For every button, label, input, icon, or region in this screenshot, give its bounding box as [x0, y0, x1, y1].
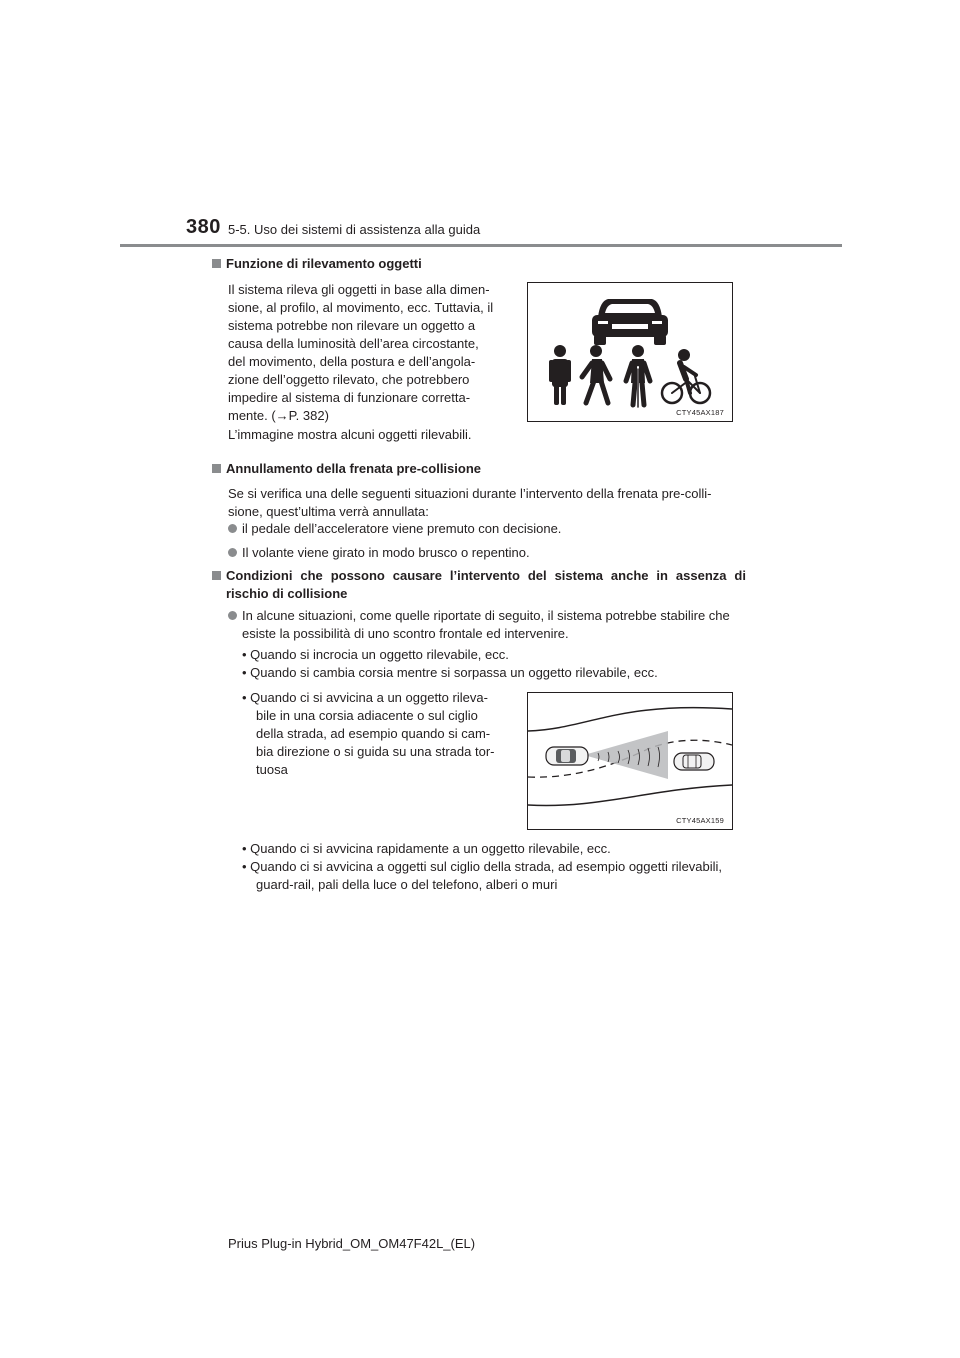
- sub-item: • Quando ci si avvicina a oggetti sul ciglio della strada, ad esempio oggetti rilevabili,: [242, 859, 723, 874]
- radar-beam: [584, 731, 668, 779]
- car-front-icon: [592, 299, 668, 345]
- sub-list-a: [242, 646, 748, 682]
- header-rule: [120, 244, 842, 247]
- detectable-objects-illustration: [528, 283, 732, 421]
- object-detection-paragraph: Il sistema rileva gli oggetti in base alla dimen- sione, al profilo, al movimento, ecc. Tuttavia, il sistema potrebbe non rilevare un oggetto a causa della luminosità dell’area circostante, del movimento, della postura e dell’angola- zione dell’oggetto rilevato, che potrebbero impedire al sistema di funzionare corretta- mente. (→P. 382): [228, 282, 494, 423]
- figure-code: CTY45AX159: [676, 816, 724, 825]
- square-bullet-icon: [212, 259, 221, 268]
- sub-item-continuation: guard-rail, pali della luce o del telefono, alberi o muri: [256, 877, 558, 892]
- own-car-icon: [546, 747, 588, 765]
- sub-item: • Quando ci si avvicina rapidamente a un oggetto rilevabile, ecc.: [242, 841, 611, 856]
- sub-item: • Quando si cambia corsia mentre si sorpassa un oggetto rilevabile, ecc.: [242, 665, 658, 680]
- heading-conditions: Condizioni che possono causare l’intervento del sistema anche in assenza di rischio di collisione: [212, 567, 746, 603]
- cyclist-standing-icon: [626, 345, 650, 407]
- detected-car-icon: [674, 753, 714, 770]
- round-bullet-icon: [228, 548, 237, 557]
- round-bullet-icon: [228, 524, 237, 533]
- list-item: il pedale dell’acceleratore viene premuto con decisione.: [228, 520, 561, 538]
- square-bullet-icon: [212, 464, 221, 473]
- sub-item: • Quando si incrocia un oggetto rilevabile, ecc.: [242, 647, 509, 662]
- object-detection-caption: L’immagine mostra alcuni oggetti rilevabili.: [228, 427, 472, 442]
- cyclist-riding-icon: [662, 349, 710, 403]
- manual-id: Prius Plug-in Hybrid_OM_OM47F42L_(EL): [228, 1236, 476, 1251]
- heading-cancel-braking: Annullamento della frenata pre-collisione: [212, 460, 481, 478]
- curved-road-figure: [527, 692, 733, 830]
- figure-code: CTY45AX187: [676, 408, 724, 417]
- list-item: Il volante viene girato in modo brusco o repentino.: [228, 544, 530, 562]
- cancel-braking-paragraph: Se si verifica una delle seguenti situazioni durante l’intervento della frenata pre-colli- sione, quest’ultima verrà annullata:: [228, 486, 712, 519]
- detectable-objects-figure: [527, 282, 733, 422]
- section-title: 5-5. Uso dei sistemi di assistenza alla guida: [228, 222, 481, 237]
- heading-object-detection: Funzione di rilevamento oggetti: [212, 255, 422, 273]
- sub-item-figure-text: • Quando ci si avvicina a un oggetto rileva- bile in una corsia adiacente o sul ciglio della strada, ad esempio quando si cam- bia direzione o si guida su una strada tor- tuosa: [242, 690, 495, 777]
- sub-list-b: [242, 840, 748, 894]
- square-bullet-icon: [212, 571, 221, 580]
- curved-road-illustration: [528, 693, 732, 829]
- pedestrian-standing-icon: [549, 345, 571, 405]
- pedestrian-walking-icon: [582, 345, 610, 403]
- list-item: In alcune situazioni, come quelle riportate di seguito, il sistema potrebbe stabilire che esiste la possibilità di uno scontro frontale ed intervenire.: [228, 607, 748, 643]
- page-number: 380: [186, 216, 221, 238]
- round-bullet-icon: [228, 611, 237, 620]
